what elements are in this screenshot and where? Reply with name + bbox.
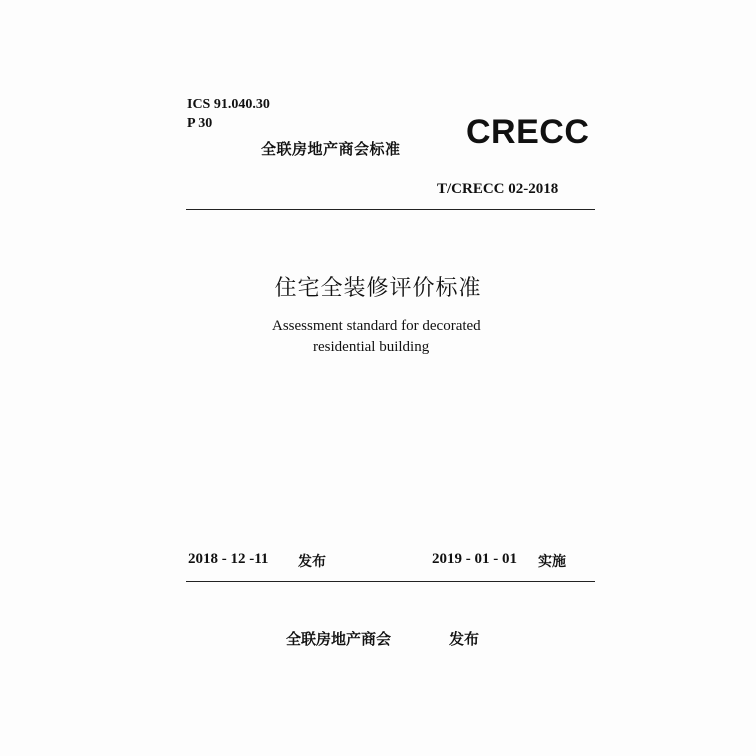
organization-standard-label: 全联房地产商会标准 [261, 140, 401, 158]
implementation-date: 2019 - 01 - 01 [432, 551, 517, 567]
document-title-chinese: 住宅全装修评价标准 [274, 276, 482, 301]
top-divider [186, 209, 595, 210]
issue-label: 发布 [298, 554, 326, 570]
crecc-logo: CRECC [466, 113, 590, 151]
publish-label: 发布 [449, 630, 480, 648]
document-title-english-line2: residential building [313, 339, 430, 355]
classification-code: P 30 [187, 116, 213, 131]
issue-date: 2018 - 12 -11 [188, 551, 269, 567]
ics-code: ICS 91.040.30 [187, 97, 270, 112]
document-title-english-line1: Assessment standard for decorated [272, 318, 481, 334]
publisher-name: 全联房地产商会 [286, 630, 392, 648]
standard-number: T/CRECC 02-2018 [437, 181, 559, 197]
implementation-label: 实施 [538, 554, 566, 570]
bottom-divider [186, 581, 595, 582]
